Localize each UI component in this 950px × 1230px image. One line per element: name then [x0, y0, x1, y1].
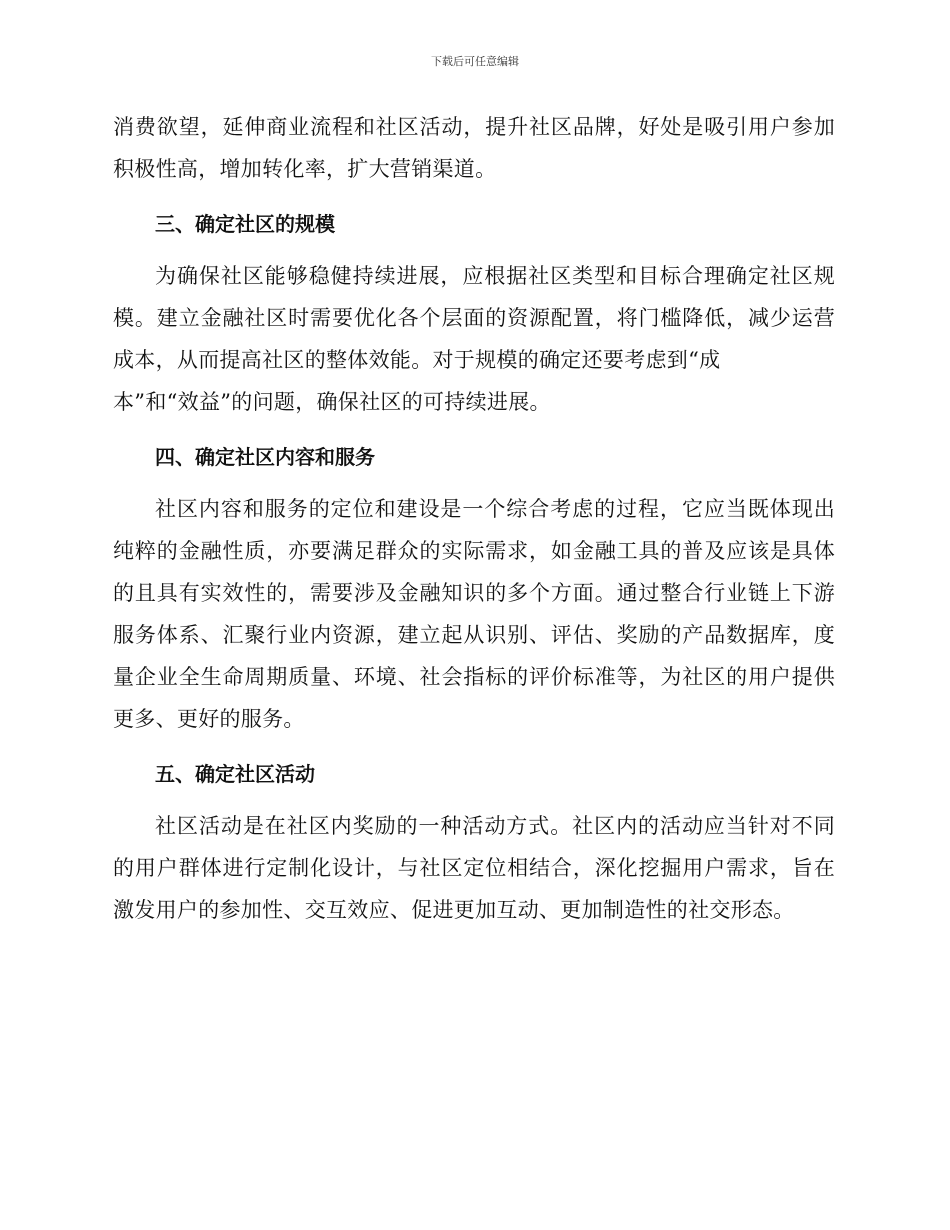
section-heading-activities: 五、确定社区活动: [155, 762, 315, 786]
section-heading-scale: 三、确定社区的规模: [155, 212, 335, 236]
intro-paragraph: 消费欲望，延伸商业流程和社区活动，提升社区品牌，好处是吸引用户参加积极性高，增加转化率，扩大营销渠道。: [113, 115, 835, 181]
section-heading-content-services: 四、确定社区内容和服务: [155, 445, 375, 469]
section-activities-paragraph: 社区活动是在社区内奖励的一种活动方式。社区内的活动应当针对不同的用户群体进行定制化设计，与社区定位相结合，深化挖掘用户需求，旨在激发用户的参加性、交互效应、促进更加互动、更加制造性的社交形态。: [113, 814, 835, 922]
section-scale-paragraph-2: 本”和“效益”的问题，确保社区的可持续进展。: [113, 390, 551, 414]
section-scale-paragraph-1: 为确保社区能够稳健持续进展，应根据社区类型和目标合理确定社区规模。建立金融社区时需要优化各个层面的资源配置，将门槛降低，减少运营成本，从而提高社区的整体效能。对于规模的确定还要考虑到“成: [113, 264, 835, 372]
document-body: [113, 106, 835, 931]
page-header: 下载后可任意编辑: [431, 55, 519, 68]
section-content-services-paragraph: 社区内容和服务的定位和建设是一个综合考虑的过程，它应当既体现出纯粹的金融性质，亦要满足群众的实际需求，如金融工具的普及应该是具体的且具有实效性的，需要涉及金融知识的多个方面。通过整合行业链上下游服务体系、汇聚行业内资源，建立起从识别、评估、奖励的产品数据库，度量企业全生命周期质量、环境、社会指标的评价标准等，为社区的用户提供更多、更好的服务。: [113, 497, 835, 731]
